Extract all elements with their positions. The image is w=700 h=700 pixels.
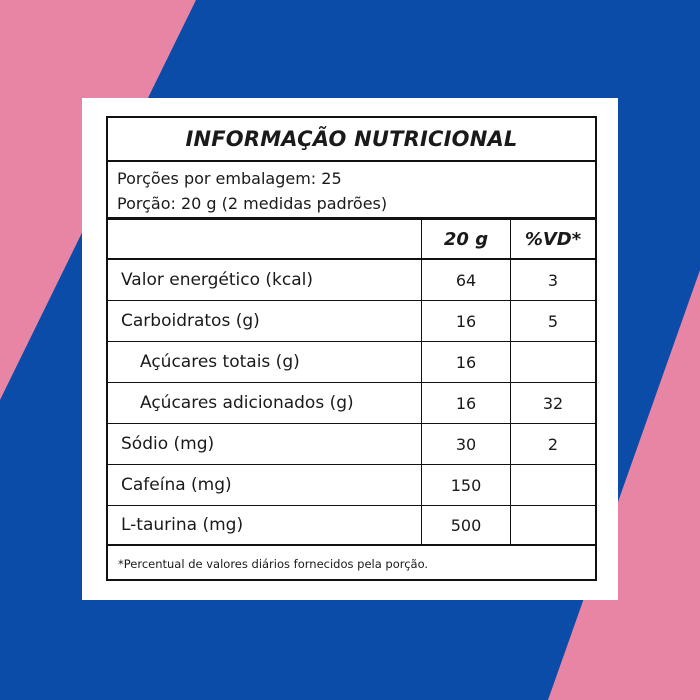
nutrient-amount: 16 bbox=[421, 383, 510, 423]
nutrient-daily-value: 3 bbox=[510, 260, 595, 300]
nutrient-daily-value: 2 bbox=[510, 424, 595, 464]
nutrition-facts-table bbox=[106, 116, 597, 581]
nutrient-amount: 16 bbox=[421, 342, 510, 382]
table-row bbox=[108, 342, 595, 383]
footnote: *Percentual de valores diários fornecidos pela porção. bbox=[118, 557, 429, 571]
nutrient-daily-value: 32 bbox=[510, 383, 595, 423]
nutrient-name: Açúcares adicionados (g) bbox=[140, 393, 354, 413]
nutrient-name: Cafeína (mg) bbox=[121, 475, 232, 495]
nutrient-daily-value bbox=[510, 465, 595, 505]
nutrient-amount: 64 bbox=[421, 260, 510, 300]
nutrient-daily-value bbox=[510, 342, 595, 382]
nutrient-name: Carboidratos (g) bbox=[121, 311, 260, 331]
table-row bbox=[108, 424, 595, 465]
serving-info bbox=[108, 162, 595, 220]
table-row bbox=[108, 301, 595, 342]
nutrient-amount: 150 bbox=[421, 465, 510, 505]
nutrient-name: L-taurina (mg) bbox=[121, 515, 244, 535]
header-daily-value: %VD* bbox=[510, 220, 595, 258]
nutrient-amount: 500 bbox=[421, 506, 510, 544]
header-per-serving: 20 g bbox=[421, 220, 510, 258]
nutrient-daily-value bbox=[510, 506, 595, 544]
serving-size: Porção: 20 g (2 medidas padrões) bbox=[117, 194, 388, 213]
nutrient-amount: 16 bbox=[421, 301, 510, 341]
nutrient-amount: 30 bbox=[421, 424, 510, 464]
table-row bbox=[108, 260, 595, 301]
nutrient-name: Açúcares totais (g) bbox=[140, 352, 300, 372]
nutrient-name: Valor energético (kcal) bbox=[121, 270, 314, 290]
nutrient-name: Sódio (mg) bbox=[121, 434, 215, 454]
table-header-row bbox=[108, 220, 595, 260]
nutrient-daily-value: 5 bbox=[510, 301, 595, 341]
table-row bbox=[108, 506, 595, 546]
servings-per-package: Porções por embalagem: 25 bbox=[117, 169, 342, 188]
table-row bbox=[108, 383, 595, 424]
table-row bbox=[108, 465, 595, 506]
header-nutrient bbox=[108, 220, 421, 258]
table-title: INFORMAÇÃO NUTRICIONAL bbox=[108, 118, 595, 162]
